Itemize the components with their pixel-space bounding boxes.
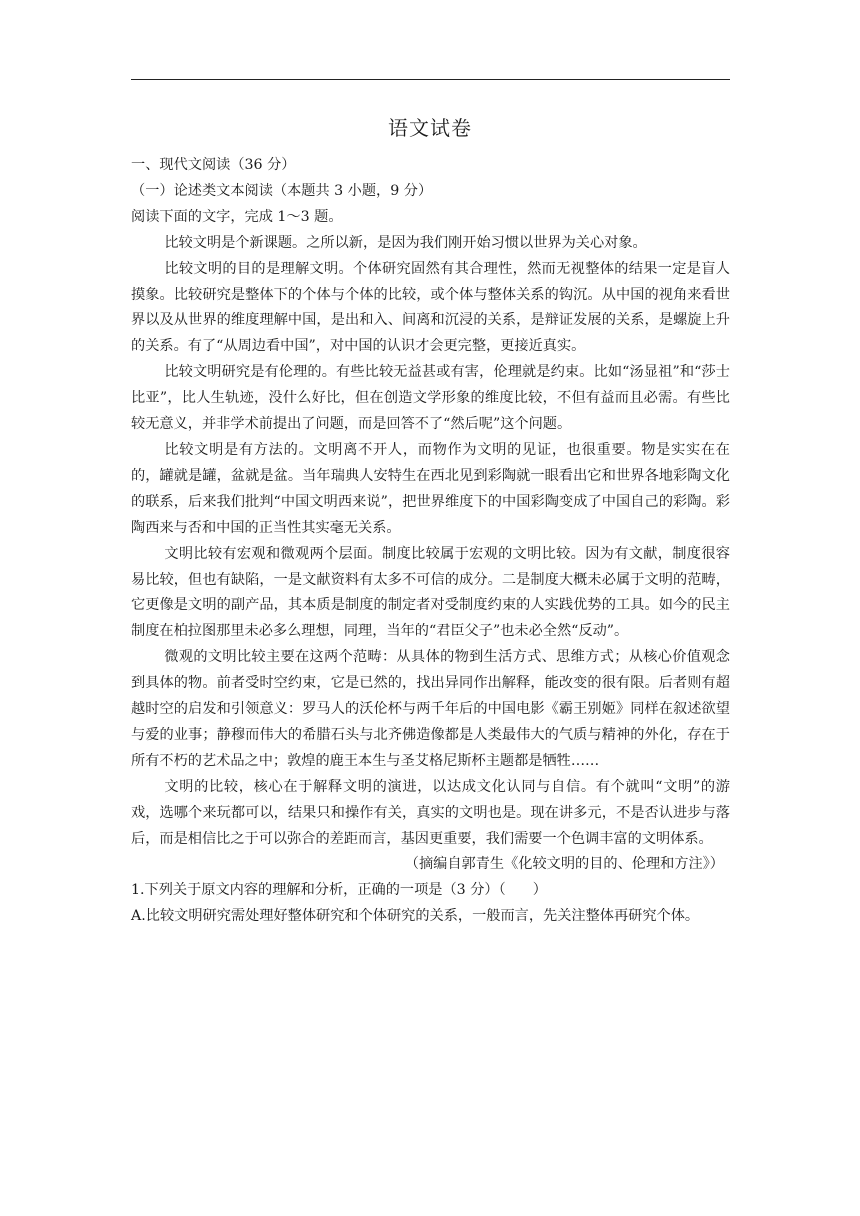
passage-paragraph-1: 比较文明是个新课题。之所以新，是因为我们刚开始习惯以世界为关心对象。	[164, 234, 647, 251]
passage-paragraph-3: 比较文明研究是有伦理的。有些比较无益甚或有害，伦理就是约束。比如“汤显祖”和“莎士比亚”，比人生轨迹，没什么好比，但在创造文学形象的维度比较，不但有益而且必需。有些比较无意义，并非学术前提出了问题，而是回答不了“然后呢”这个问题。	[131, 364, 730, 433]
section-heading: 一、现代文阅读（36 分）	[131, 157, 296, 173]
passage-paragraph-7: 文明的比较，核心在于解释文明的演进，以达成文化认同与自信。有个就叫“文明”的游戏，选哪个来玩都可以，结果只和操作有关，真实的文明也是。现在讲多元，不是否认进步与落后，而是相信比之于可以弥合的差距而言，基因更重要，我们需要一个色调丰富的文明体系。	[131, 778, 730, 847]
passage-paragraph-6: 微观的文明比较主要在这两个范畴：从具体的物到生活方式、思维方式；从核心价值观念到具体的物。前者受时空约束，它是已然的，找出异同作出解释，能改变的很有限。后者则有超越时空的启发和引领意义：罗马人的沃伦杯与两千年后的中国电影《霸王别姬》同样在叙述欲望与爱的业事；静穆而伟大的希腊石头与北齐佛造像都是人类最伟大的气质与精神的外化，存在于所有不朽的艺术品之中；敦煌的鹿王本生与圣艾格尼斯杯主题都是牺牲……	[131, 649, 730, 769]
passage-paragraph-4: 比较文明是有方法的。文明离不开人，而物作为文明的见证，也很重要。物是实实在在的，罐就是罐，盆就是盆。当年瑞典人安特生在西北见到彩陶就一眼看出它和世界各地彩陶文化的联系，后来我们批判“中国文明西来说”，把世界维度下的中国彩陶变成了中国自己的彩陶。彩陶西来与否和中国的正当性其实毫无关系。	[131, 441, 730, 536]
source-note: （摘编自郭青生《化较文明的目的、伦理和方注》）	[404, 856, 724, 873]
page-title: 语文试卷	[388, 116, 472, 140]
question-1: 1.下列关于原文内容的理解和分析，正确的一项是（3 分）（ ）	[131, 882, 547, 899]
reading-instruction: 阅读下面的文字，完成 1～3 题。	[131, 208, 343, 225]
passage-paragraph-5: 文明比较有宏观和微观两个层面。制度比较属于宏观的文明比较。因为有文献，制度很容易比较，但也有缺陷，一是文献资料有太多不可信的成分。二是制度大概未必属于文明的范畴，它更像是文明的副产品，其本质是制度的制定者对受制度约束的人实践优势的工具。如今的民主制度在柏拉图那里未必多么理想，同理，当年的“君臣父子”也未必全然“反动”。	[131, 545, 730, 640]
question-1-option-a: A.比较文明研究需处理好整体研究和个体研究的关系，一般而言，先关注整体再研究个体。	[131, 908, 700, 925]
header-rule	[131, 79, 730, 80]
passage-paragraph-2: 比较文明的目的是理解文明。个体研究固然有其合理性，然而无视整体的结果一定是盲人摸象。比较研究是整体下的个体与个体的比较，或个体与整体关系的钩沉。从中国的视角来看世界以及从世界的维度理解中国，是出和入、间离和沉浸的关系，是辩证发展的关系，是螺旋上升的关系。有了“从周边看中国”，对中国的认识才会更完整，更接近真实。	[131, 260, 730, 355]
subsection-heading: （一）论述类文本阅读（本题共 3 小题，9 分）	[131, 182, 433, 199]
document-body	[131, 153, 730, 930]
